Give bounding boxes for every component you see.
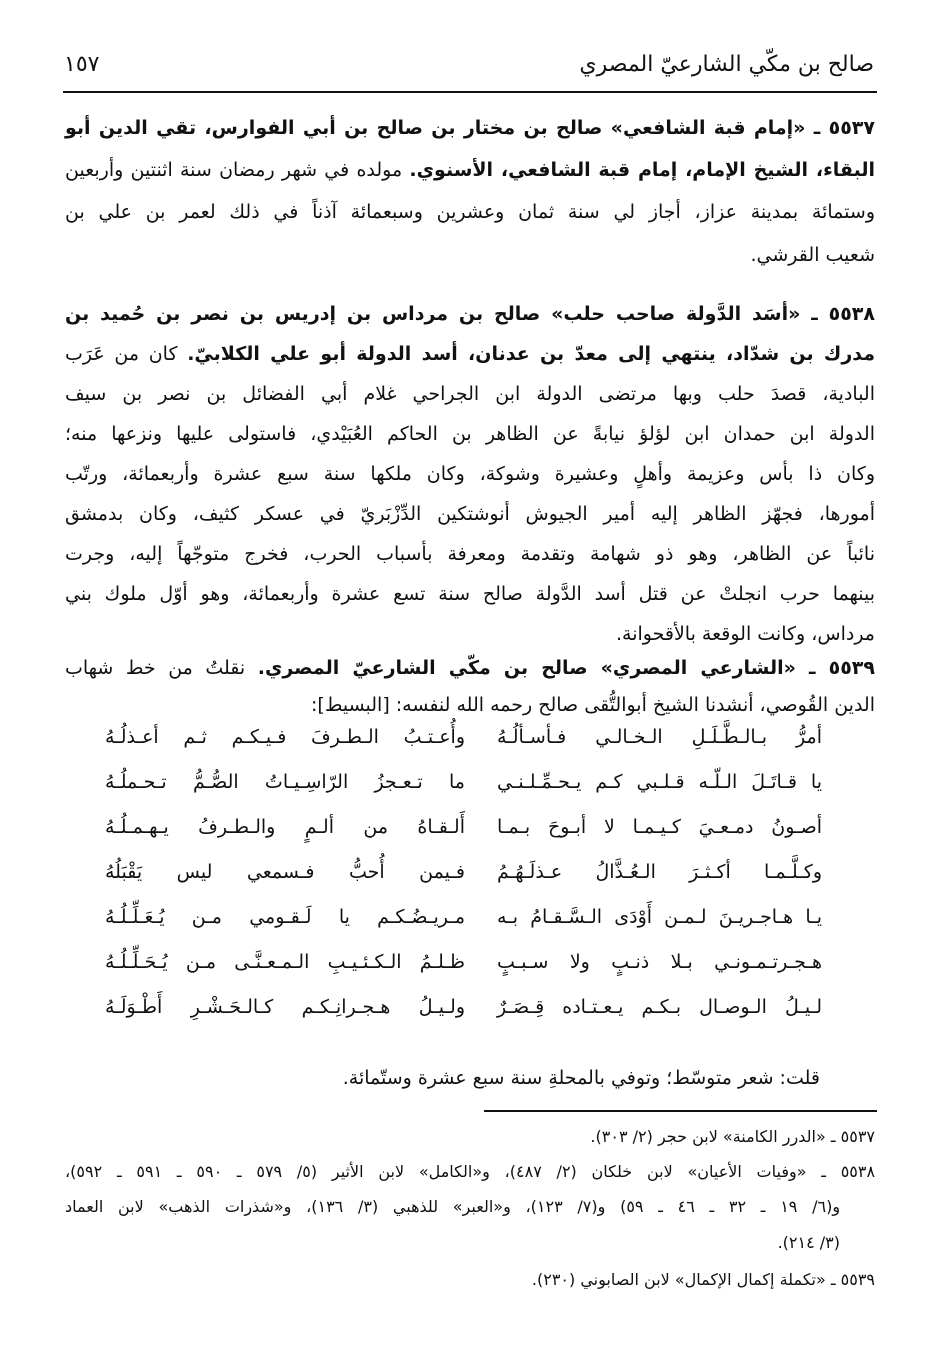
text-line: [65, 299, 875, 329]
body-text-span: وكان ذا بأس وعزيمة وأهلٍ وعشيرة وشوكة، وكان ملكها سنة سبع عشرة وأربعمائة، ورتّب: [65, 463, 875, 485]
verse-first-hemistich: أمرُّ بـالـطَّـلَـلِ الـخـالـي فـأسـألُـهُ: [497, 726, 822, 748]
text-line: [65, 339, 875, 369]
bold-heading-text: ٥٥٣٩ ـ «الشارعي المصري» صالح بن مكّي الشارعيّ المصري.: [257, 657, 875, 679]
closing-line: قلت: شعر متوسّط؛ وتوفي بالمحلةِ سنة سبع عشرة وستّمائة.: [342, 1067, 820, 1089]
body-text-span: وستمائة بمدينة عزاز، أجاز لي سنة ثمان وعشرين وسبعمائة آذناً في ذلك لعمر بن علي بن: [65, 201, 875, 223]
running-title: صالح بن مكّي الشارعيّ المصري: [579, 52, 874, 77]
body-text-span: مولده في شهر رمضان سنة اثنتين وأربعين: [65, 159, 410, 181]
body-text-span: بينهما حرب انجلتْ عن قتل أسد الدَّولة صالح سنة تسع عشرة وأربعمائة، وهو أوّل ملوك بني: [65, 583, 875, 605]
verse-first-hemistich: يا قـاتَـلَ الـلّـه قـلـبي كـم يـحـمِّـلـنـي: [497, 771, 822, 793]
verse-first-hemistich: وكـلَّـمـا أكـثـرَ الـعُـذَّالُ عـذلَـهُـمُ: [497, 861, 822, 883]
body-text-span: أمورها، فجهّز الظاهر إليه أمير الجيوش أنوشتكين الدِّزْبَريّ في عسكر كثيف، وكان بدمشق: [65, 503, 875, 525]
text-line: [65, 419, 875, 449]
bold-heading-text: ٥٥٣٧ ـ «إمام قبة الشافعي» صالح بن مختار بن صالح بن أبي الفوارس، تقي الدين أبو: [65, 117, 875, 139]
verse-second-hemistich: وأُعـتـبُ الـطـرفَ فـيـكـم ثـم أعـذلُـهُ: [105, 726, 465, 748]
text-line: [65, 197, 875, 227]
header-rule: [63, 91, 877, 93]
verse-second-hemistich: ولـيـلُ هـجـرانِـكـم كـالـحَـشْـرِ أَطْـوَلَـهُ: [105, 996, 465, 1018]
body-text-span: نائباً عن الظاهر، وهو ذو شهامة وتقدمة ومعرفة بأسباب الحرب، فخرج متوجّهاً إليه، وجرت: [65, 543, 875, 565]
text-line: [65, 459, 875, 489]
footnote-line: ٥٥٣٩ ـ «تكملة إكمال الإكمال» لابن الصابوني (٢٣٠).: [531, 1270, 875, 1289]
text-line: [65, 619, 875, 649]
bold-heading-text: ٥٥٣٨ ـ «أسَد الدَّولة صاحب حلب» صالح بن مرداس بن إدريس بن نصر بن حُميد بن: [65, 303, 875, 325]
body-text-span: البادية، قصدَ حلب وبها مرتضى الدولة ابن الجراحي غلام أبي الفضائل بن نصر بن سيف: [65, 383, 875, 405]
verse-second-hemistich: مـريـضُـكـم يا لَـقـومي مـن يُـعَـلِّـلُـهُ: [105, 906, 465, 928]
verse-second-hemistich: فـيمن أُحبُّ فـسمعي ليس يَقْبَلُهُ: [105, 861, 465, 883]
footnote-rule: [484, 1110, 877, 1112]
text-line: [65, 690, 875, 720]
verse-second-hemistich: أَلـقـاهُ من ألـمٍ والـطـرفُ يـهـمـلُـهُ: [105, 816, 465, 838]
text-line: [65, 379, 875, 409]
text-line: [65, 240, 875, 270]
body-text-span: كان من عَرَب: [65, 343, 188, 365]
verse-second-hemistich: ما تـعـجزُ الرّاسِـيـاتُ الصُّـمُّ تـحـملُـهُ: [105, 771, 465, 793]
footnote-line: ٥٥٣٨ ـ «وفيات الأعيان» لابن خلكان (٢/ ٤٨٧)، و«الكامل» لابن الأثير (٥/ ٥٧٩ ـ ٥٩٠ ـ ٥٩١ ـ ٥٩٢)،: [65, 1162, 876, 1181]
verse-first-hemistich: يـا هـاجـريـنَ لـمـن أَوْدَى الـسَّـقـامُ بـه: [497, 906, 822, 928]
body-text-span: نقلتُ من خط شهاب: [65, 657, 258, 679]
body-text-span: الدين القُوصي، أنشدنا الشيخ أبوالتُّقى صالح رحمه الله لنفسه: [البسيط]:: [311, 694, 875, 716]
body-text-span: شعيب القرشي.: [750, 244, 875, 266]
text-line: [65, 579, 875, 609]
body-text-span: مرداس، وكانت الوقعة بالأقحوانة.: [616, 623, 875, 645]
text-line: [65, 155, 875, 185]
verse-first-hemistich: أصـونُ دمـعـيَ كـيـمـا لا أبـوحَ بـمـا: [497, 816, 822, 838]
text-line: [65, 539, 875, 569]
text-line: [65, 113, 875, 143]
page-number: ١٥٧: [64, 52, 100, 77]
verse-second-hemistich: ظـلـمُ الـكـئـيـبِ الـمـعـنَّـى مـن يُـحَـلِّـلُـهُ: [105, 951, 465, 973]
body-text-span: الدولة ابن حمدان ابن لؤلؤ نيابةً عن الظاهر بن الحاكم العُبَيْدي، فاستولى عليها ونزعها منه؛: [65, 423, 875, 445]
bold-heading-text: البقاء، الشيخ الإمام، إمام قبة الشافعي، الأسنوي.: [409, 159, 875, 181]
verse-first-hemistich: لـيـلُ الـوصـال بـكـم يـعـتـاده قِـصَـرٌ: [497, 996, 822, 1018]
text-line: [65, 499, 875, 529]
text-line: [65, 653, 875, 683]
bold-heading-text: مدرك بن شدّاد، ينتهي إلى معدّ بن عدنان، أسد الدولة أبو علي الكلابيّ.: [187, 343, 875, 365]
verse-first-hemistich: هـجـرتـمـونـي بـلا ذنـبٍ ولا سـبـبٍ: [497, 951, 822, 973]
footnote-line: و(٦/ ١٩ ـ ٣٢ ـ ٤٦ ـ ٥٩) و(٧/ ١٢٣)، و«العبر» للذهبي (٣/ ١٣٦)، و«شذرات الذهب» لابن العماد: [65, 1197, 841, 1216]
footnote-line: ٥٥٣٧ ـ «الدرر الكامنة» لابن حجر (٢/ ٣٠٣).: [590, 1127, 875, 1146]
footnote-line: (٣/ ٢١٤).: [777, 1233, 840, 1252]
